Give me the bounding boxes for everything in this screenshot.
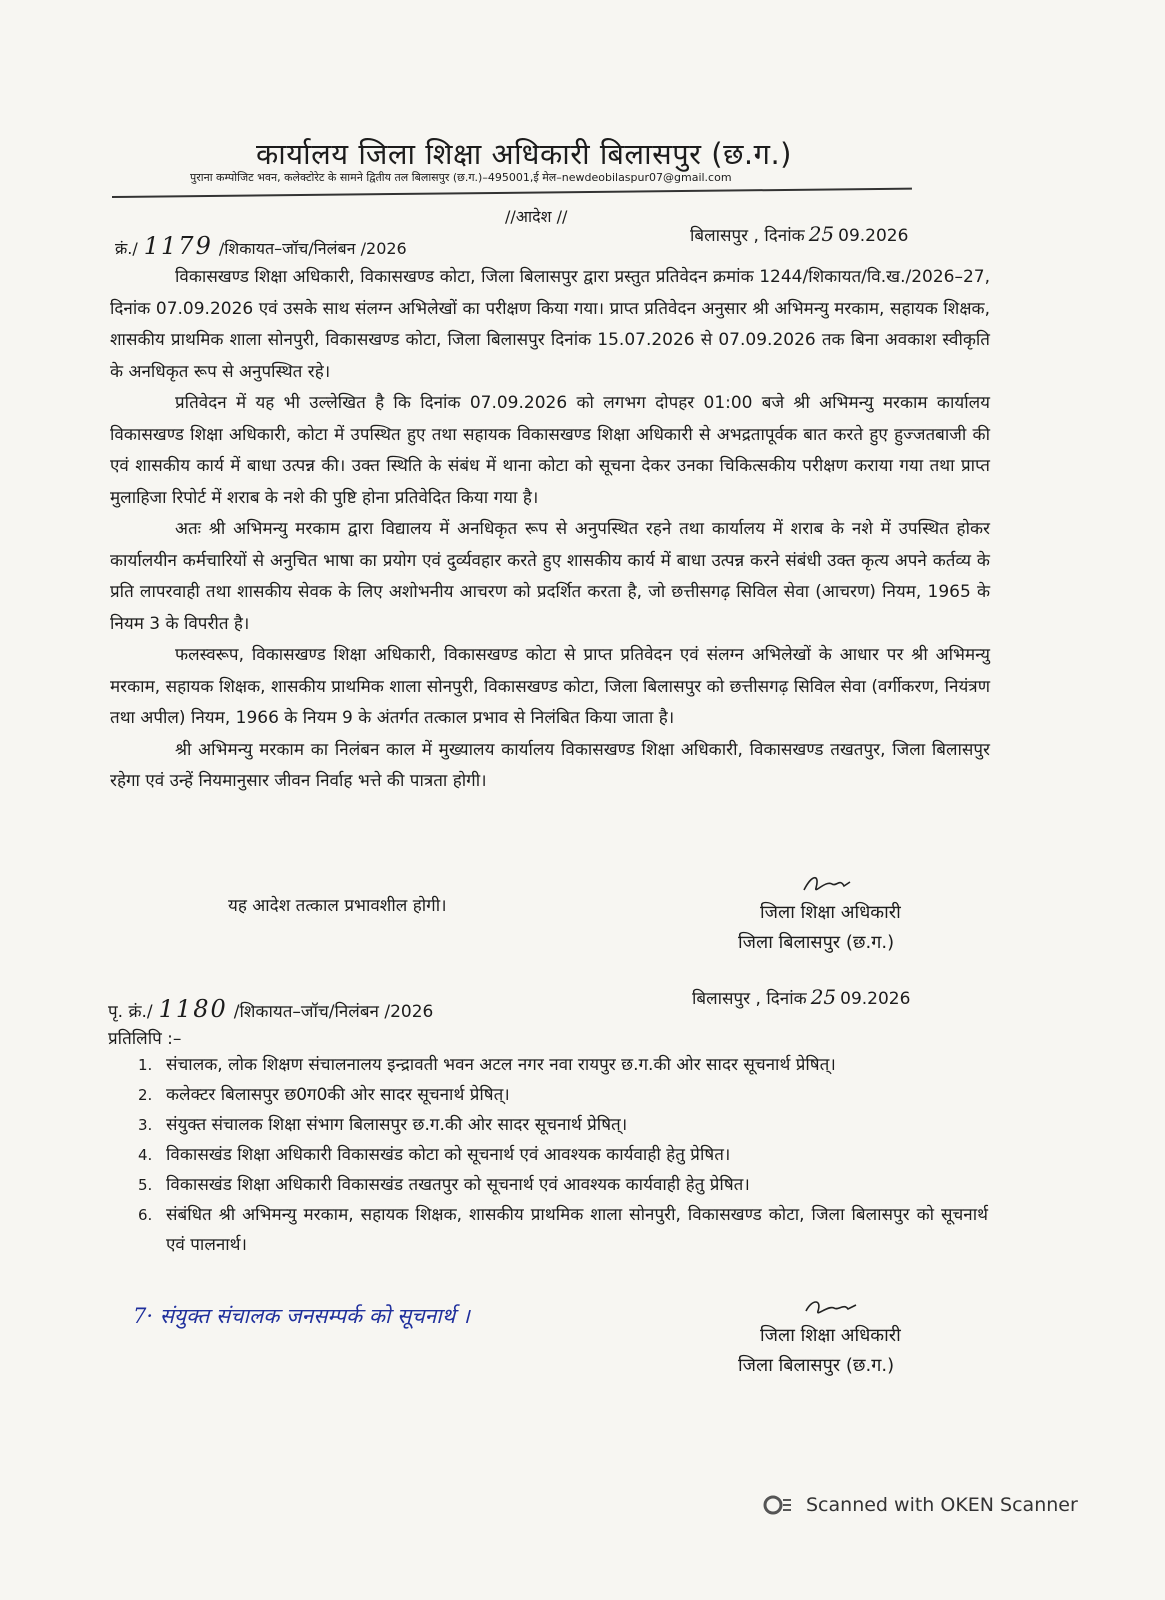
paragraph: अतः श्री अभिमन्यु मरकाम द्वारा विद्यालय में अनधिकृत रूप से अनुपस्थित रहने तथा कार्यालय में शराब के नशे में उपस्थित होकर कार्यालयीन कर्मचारियों से अनुचित भाषा का प्रयोग एवं दुर्व्यवहार करते हुए शासकीय कार्य में बाधा उत्पन्न करने संबंधी उक्त कृत्य अपने कर्तव्य के प्रति लापरवाही तथा शासकीय सेवक के लिए अशोभनीय आचरण को प्रदर्शित करता है, जो छत्तीसगढ़ सिविल सेवा (आचरण) नियम, 1965 के नियम 3 के विपरीत है। (110, 519, 990, 634)
ref-number-handwritten: 1179 (143, 232, 213, 260)
signatory-title: जिला शिक्षा अधिकारी (760, 902, 901, 923)
list-item-number: 5. (138, 1176, 153, 1194)
handwritten-copy-item: 7· संयुक्त संचालक जनसम्पर्क को सूचनार्थ । (133, 1304, 470, 1328)
order-body (110, 262, 990, 798)
list-item-text: संबंधित श्री अभिमन्यु मरकाम, सहायक शिक्षक, शासकीय प्राथमिक शाला सोनपुरी, विकासखण्ड कोटा, जिला बिलासपुर को सूचनार्थ एवं पालनार्थ। (166, 1205, 988, 1255)
copy-ref-suffix: /शिकायत–जॉच/निलंबन /2026 (233, 1002, 434, 1022)
list-item-number: 4. (138, 1146, 153, 1164)
list-item-text: कलेक्टर बिलासपुर छ0ग0की ओर सादर सूचनार्थ प्रेषित्। (166, 1085, 510, 1105)
order-reference (115, 232, 407, 260)
list-item (138, 1140, 988, 1170)
signature-scribble (798, 1293, 988, 1321)
list-item (138, 1080, 988, 1110)
effective-statement: यह आदेश तत्काल प्रभावशील होगी। (228, 896, 447, 916)
signatory-place: जिला बिलासपुर (छ.ग.) (738, 932, 895, 953)
office-title: कार्यालय जिला शिक्षा अधिकारी बिलासपुर (छ.ग.) (256, 137, 792, 171)
list-item-text: विकासखंड शिक्षा अधिकारी विकासखंड कोटा को सूचनार्थ एवं आवश्यक कार्यवाही हेतु प्रेषित। (166, 1145, 731, 1165)
date-day-handwritten: 25 (808, 222, 835, 246)
copy-ref-prefix: पृ. क्रं./ (108, 1002, 153, 1022)
order-date (690, 222, 908, 246)
signatory-title: जिला शिक्षा अधिकारी (760, 1325, 901, 1346)
copy-ref-number-handwritten: 1180 (158, 995, 228, 1023)
scanner-text: Scanned with OKEN Scanner (806, 1494, 1078, 1516)
office-address: पुराना कम्पोजिट भवन, कलेक्टोरेट के सामने द्वितीय तल बिलासपुर (छ.ग.)–495001,ई मेल–newdeobilaspur07@gmail.com (190, 171, 732, 184)
copy-date (692, 985, 910, 1009)
list-item (138, 1050, 988, 1080)
scanner-logo-icon (762, 1494, 792, 1516)
list-item-number: 2. (138, 1086, 153, 1104)
copy-date-suffix: 09.2026 (840, 989, 911, 1009)
signatory-place: जिला बिलासपुर (छ.ग.) (738, 1355, 895, 1376)
list-item (138, 1110, 988, 1140)
list-item-text: संयुक्त संचालक शिक्षा संभाग बिलासपुर छ.ग.की ओर सादर सूचनार्थ प्रेषित्। (166, 1115, 628, 1135)
paragraph: फलस्वरूप, विकासखण्ड शिक्षा अधिकारी, विकासखण्ड कोटा से प्राप्त प्रतिवेदन एवं संलग्न अभिलेखों के आधार पर श्री अभिमन्यु मरकाम, सहायक शिक्षक, शासकीय प्राथमिक शाला सोनपुरी, विकासखण्ड कोटा, जिला बिलासपुर को छत्तीसगढ़ सिविल सेवा (वर्गीकरण, नियंत्रण तथा अपील) नियम, 1966 के नियम 9 के अंतर्गत तत्काल प्रभाव से निलंबित किया जाता है। (110, 645, 990, 728)
date-prefix: बिलासपुर , दिनांक (690, 226, 805, 246)
copy-reference (108, 995, 433, 1023)
paragraph: प्रतिवेदन में यह भी उल्लेखित है कि दिनांक 07.09.2026 को लगभग दोपहर 01:00 बजे श्री अभिमन्यु मरकाम कार्यालय विकासखण्ड शिक्षा अधिकारी, कोटा में उपस्थित हुए तथा सहायक विकासखण्ड शिक्षा अधिकारी से अभद्रतापूर्वक बात करते हुए हुज्जतबाजी की एवं शासकीय कार्य में बाधा उत्पन्न की। उक्त स्थिति के संबंध में थाना कोटा को सूचना देकर उनका चिकित्सकीय परीक्षण कराया गया तथा प्राप्त मुलाहिजा रिपोर्ट में शराब के नशे की पुष्टि होना प्रतिवेदित किया गया है। (110, 393, 990, 508)
list-item-text: विकासखंड शिक्षा अधिकारी विकासखंड तखतपुर को सूचनार्थ एवं आवश्यक कार्यवाही हेतु प्रेषित। (166, 1175, 750, 1195)
list-item-text: संचालक, लोक शिक्षण संचालनालय इन्द्रावती भवन अटल नगर नवा रायपुर छ.ग.की ओर सादर सूचनार्थ प्रेषित्। (166, 1055, 836, 1075)
signature-scribble (798, 870, 988, 898)
order-heading: //आदेश // (505, 207, 568, 226)
copy-label: प्रतिलिपि :– (108, 1029, 182, 1049)
signature-block-copy (738, 1293, 988, 1381)
list-item-number: 3. (138, 1116, 153, 1134)
ref-prefix: क्रं./ (115, 239, 138, 258)
copy-recipients-list (138, 1050, 988, 1260)
list-item (138, 1200, 988, 1260)
list-item-number: 6. (138, 1206, 153, 1224)
signature-block-order (738, 870, 988, 958)
list-item (138, 1170, 988, 1200)
paragraph: विकासखण्ड शिक्षा अधिकारी, विकासखण्ड कोटा, जिला बिलासपुर द्वारा प्रस्तुत प्रतिवेदन क्रमांक 1244/शिकायत/वि.ख./2026–27, दिनांक 07.09.2026 एवं उसके साथ संलग्न अभिलेखों का परीक्षण किया गया। प्राप्त प्रतिवेदन अनुसार श्री अभिमन्यु मरकाम, सहायक शिक्षक, शासकीय प्राथमिक शाला सोनपुरी, विकासखण्ड कोटा, जिला बिलासपुर दिनांक 15.07.2026 से 07.09.2026 तक बिना अवकाश स्वीकृति के अनधिकृत रूप से अनुपस्थित रहे। (110, 267, 990, 382)
copy-date-day-handwritten: 25 (810, 985, 837, 1009)
copy-date-prefix: बिलासपुर , दिनांक (692, 989, 807, 1009)
header-divider (112, 188, 912, 198)
scanner-watermark (762, 1494, 1078, 1516)
date-suffix: 09.2026 (838, 226, 909, 246)
ref-suffix: /शिकायत–जॉच/निलंबन /2026 (218, 239, 407, 258)
paragraph: श्री अभिमन्यु मरकाम का निलंबन काल में मुख्यालय कार्यालय विकासखण्ड शिक्षा अधिकारी, विकासखण्ड तखतपुर, जिला बिलासपुर रहेगा एवं उन्हें नियमानुसार जीवन निर्वाह भत्ते की पात्रता होगी। (110, 739, 990, 791)
list-item-number: 1. (138, 1056, 153, 1074)
